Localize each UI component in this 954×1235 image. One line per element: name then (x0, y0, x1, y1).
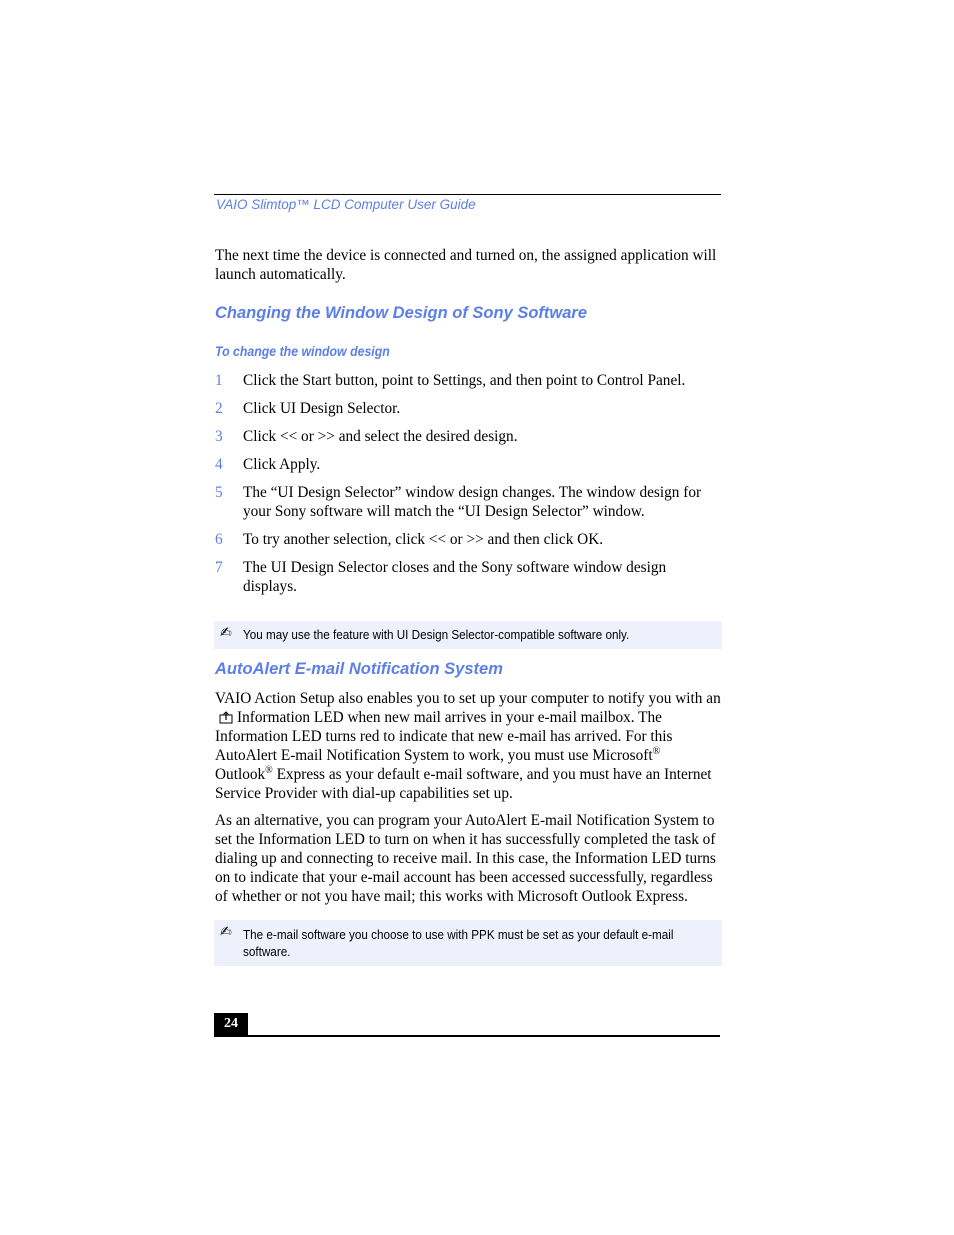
step-number: 2 (215, 400, 223, 417)
step-text: Click << or >> and select the desired design. (243, 428, 518, 445)
header-rule (214, 194, 721, 195)
autoalert-paragraph-1 (215, 689, 721, 803)
pencil-note-icon: ✍ (220, 625, 232, 641)
note-text: The e-mail software you choose to use with PPK must be set as your default e-mail software. (243, 927, 674, 959)
autoalert-paragraph-2: As an alternative, you can program your AutoAlert E-mail Notification System to set the Information LED to turn on when it has successfully completed the task of dialing up and connecting to receive mail. In this case, the Information LED turns on to indicate that your e-mail account has been accessed successfully, regardless of whether or not you have mail; this works with Microsoft Outlook Express. (215, 812, 716, 905)
note-box (214, 920, 722, 966)
pencil-note-icon: ✍ (220, 924, 232, 940)
section-heading-autoalert: AutoAlert E-mail Notification System (215, 660, 503, 678)
procedure-heading: To change the window design (215, 343, 390, 359)
step-text: Click UI Design Selector. (243, 400, 401, 417)
step-text: To try another selection, click << or >> and then click OK. (243, 531, 604, 548)
intro-paragraph: The next time the device is connected and turned on, the assigned application will launch automatically. (215, 247, 717, 283)
text-segment: Express as your default e-mail software, and you must have an Internet Service Provider with dial-up capabilities set up. (215, 766, 712, 802)
note-text: You may use the feature with UI Design Selector-compatible software only. (243, 627, 630, 642)
step-text: The UI Design Selector closes and the Sony software window design displays. (243, 559, 667, 595)
text-segment: Information LED when new mail arrives in your e-mail mailbox. The Information LED turns red to indicate that new e-mail has arrived. For this AutoAlert E-mail Notification System to work, you must use Microsoft (215, 709, 673, 764)
step-number: 7 (215, 559, 223, 576)
step-number: 6 (215, 531, 223, 548)
step-number: 5 (215, 484, 223, 501)
step-number: 4 (215, 456, 223, 473)
step-number: 1 (215, 372, 223, 389)
registered-mark: ® (265, 764, 273, 776)
text-segment: VAIO Action Setup also enables you to set up your computer to notify you with an (215, 690, 721, 707)
page-number: 24 (214, 1013, 248, 1036)
step-text: Click Apply. (243, 456, 321, 473)
step-text: The “UI Design Selector” window design changes. The window design for your Sony software will match the “UI Design Selector” window. (243, 484, 702, 520)
footer-rule (214, 1035, 720, 1037)
step-number: 3 (215, 428, 223, 445)
running-header: VAIO Slimtop™ LCD Computer User Guide (216, 197, 476, 212)
registered-mark: ® (652, 745, 661, 757)
text-segment: Outlook (215, 766, 266, 783)
step-text: Click the Start button, point to Settings, and then point to Control Panel. (243, 372, 686, 389)
section-heading-window-design: Changing the Window Design of Sony Software (215, 304, 588, 322)
information-led-icon (219, 711, 233, 724)
note-box (214, 621, 722, 649)
